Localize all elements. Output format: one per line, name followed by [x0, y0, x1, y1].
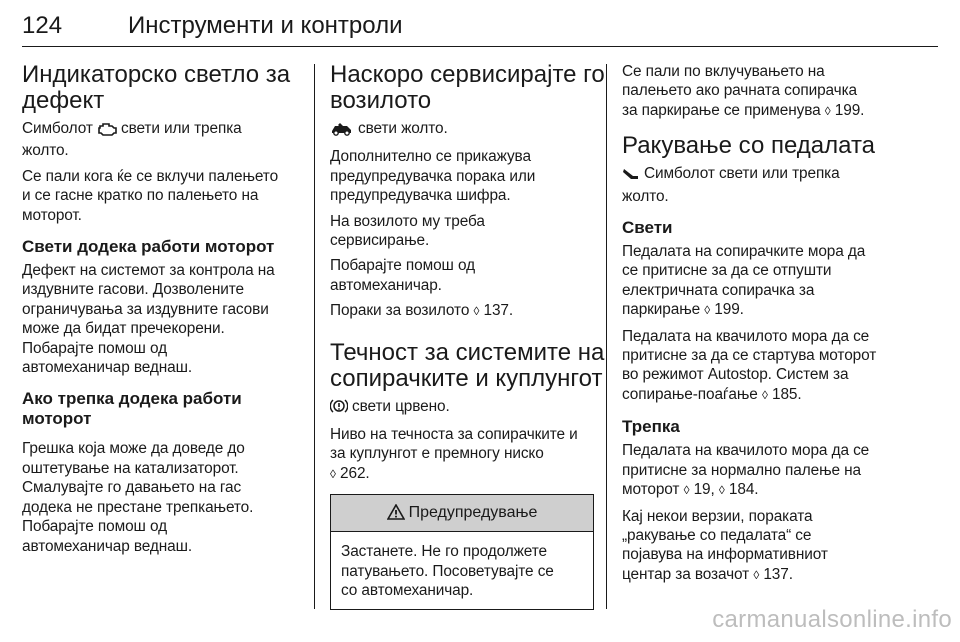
- section-title: Течност за системите на сопирачките и куплунгот: [330, 338, 605, 392]
- paragraph: Пораки за возилото ◊ 137.: [330, 302, 514, 320]
- paragraph: Симболот свети или трепка жолто.: [622, 165, 840, 205]
- page-reference[interactable]: 185.: [771, 385, 802, 403]
- paragraph: Се пали по вклучувањето на палењето ако рачната сопирачка за паркирање се применува ◊ 199.: [622, 63, 865, 119]
- page-reference-icon: ◊: [473, 304, 480, 319]
- page-reference-icon: ◊: [761, 387, 768, 402]
- section-title: Индикаторско светло за дефект: [22, 61, 291, 114]
- page-reference-icon: ◊: [704, 303, 711, 318]
- page-header: [22, 6, 938, 47]
- page-reference[interactable]: 184.: [728, 481, 759, 499]
- warning-triangle-icon: [387, 498, 405, 534]
- warning-box: [330, 494, 594, 609]
- watermark: carmanualsonline.info: [712, 606, 952, 633]
- paragraph: Педалата на сопирачките мора да се притисне за да се отпушти електричната сопирачка за паркирање ◊ 199.: [622, 243, 866, 319]
- column-3: [622, 62, 902, 591]
- section-title: Наскоро сервисирајте го возилото: [330, 61, 605, 114]
- page-reference-icon: ◊: [330, 466, 336, 481]
- page-reference-icon: ◊: [753, 567, 760, 582]
- paragraph: Дополнително се прикажува предупредувачка порака или предупредувачка шифра.: [330, 148, 536, 205]
- paragraph: Дефект на системот за контрола на издувните гасови. Дозволените ограничувања за издувните гасови може да бидат пречекорени. Побарајте помош од автомеханичар веднаш.: [22, 262, 275, 377]
- subheading: Трепка: [622, 417, 680, 437]
- engine-malfunction-icon: [97, 122, 117, 141]
- page-reference-icon: ◊: [718, 483, 725, 498]
- paragraph: Грешка која може да доведе до оштетување на катализаторот. Смалувајте го давањето на гас додека не престане трепкањето. Побарајте помош од автомеханичар веднаш.: [22, 440, 254, 555]
- warning-body: Застанете. Не го продолжете патувањето. Посоветувајте се со автомеханичар.: [341, 543, 554, 600]
- page-number: 124: [22, 12, 63, 39]
- subheading: Ако трепка додека работи моторот: [22, 389, 242, 429]
- paragraph: Ниво на течноста за сопирачките и за куплунгот е премногу ниско ◊ 262.: [330, 426, 578, 482]
- paragraph: свети црвено.: [330, 397, 610, 419]
- paragraph: Побарајте помош од автомеханичар.: [330, 257, 475, 294]
- subheading: Свети додека работи моторот: [22, 237, 275, 257]
- page-reference-icon: ◊: [683, 483, 690, 498]
- page-reference[interactable]: 137.: [763, 565, 793, 583]
- page-reference[interactable]: 137.: [483, 302, 514, 320]
- subheading: Свети: [622, 218, 673, 238]
- paragraph: Педалата на квачилото мора да се притисне за да се стартува моторот во режимот Autostop. Систем за сопирање-поаѓање ◊ 185.: [622, 327, 877, 403]
- foot-pedal-icon: [622, 167, 640, 186]
- page-reference[interactable]: 199.: [714, 301, 744, 319]
- section-title: Ракување со педалата: [622, 132, 876, 160]
- paragraph: свети жолто.: [330, 119, 610, 141]
- column-1: [22, 62, 302, 562]
- column-divider: [314, 64, 315, 609]
- paragraph: Кај некои верзии, пораката „ракување со педалата“ се појавува на информативниот центар за возачот ◊ 137.: [622, 507, 828, 583]
- brake-fluid-icon: [330, 398, 348, 419]
- page-reference[interactable]: 262.: [340, 464, 370, 482]
- page-reference[interactable]: 19,: [693, 481, 715, 499]
- service-vehicle-icon: [330, 122, 354, 141]
- paragraph: Педалата на квачилото мора да се притисне за нормално палење на моторот ◊ 19, ◊ 184.: [622, 442, 870, 499]
- page-reference[interactable]: 199.: [834, 101, 865, 119]
- paragraph: Се пали кога ќе се вклучи палењето и се гасне кратко по палењето на моторот.: [22, 167, 279, 224]
- chapter-title: Инструменти и контроли: [128, 12, 403, 39]
- page-reference-icon: ◊: [824, 103, 831, 118]
- warning-header: Предупредување: [331, 495, 593, 532]
- column-2: [330, 62, 610, 610]
- paragraph: На возилото му треба сервисирање.: [330, 212, 485, 250]
- paragraph: Симболот свети или трепка жолто.: [22, 120, 242, 160]
